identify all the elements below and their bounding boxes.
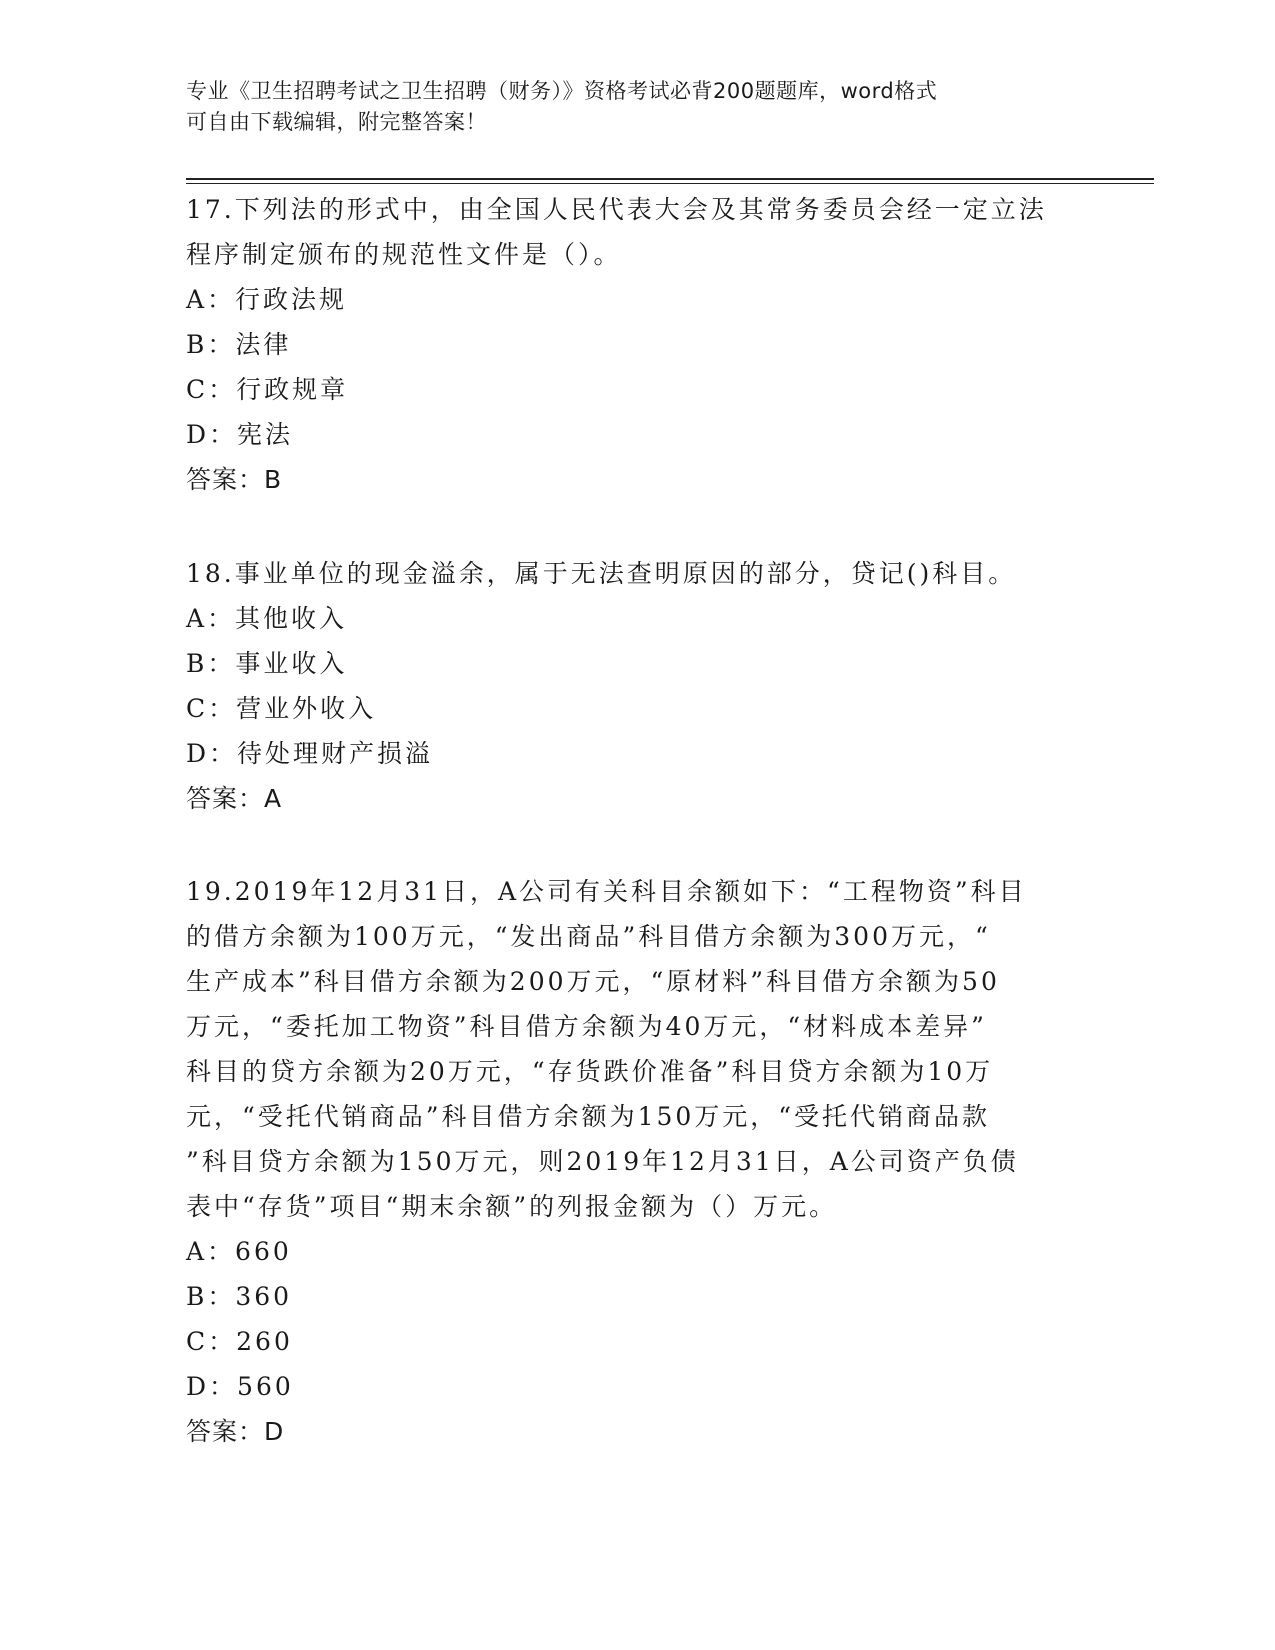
- question-stem-line: 元，“受托代销商品”科目借方余额为150万元，“受托代销商品款: [186, 1102, 991, 1131]
- question-stem-line: 的借方余额为100万元，“发出商品”科目借方余额为300万元，“: [186, 922, 991, 951]
- option-a: A：行政法规: [186, 285, 348, 314]
- question-18: [186, 551, 1076, 821]
- question-stem-line: 表中“存货”项目“期末余额”的列报金额为（）万元。: [186, 1192, 838, 1221]
- header-line-1: 专业《卫生招聘考试之卫生招聘（财务）》资格考试必背200题题库，word格式: [186, 79, 938, 103]
- question-19: [186, 869, 1076, 1454]
- option-b: B：事业收入: [186, 649, 348, 678]
- question-stem-line: 程序制定颁布的规范性文件是（）。: [186, 240, 622, 269]
- option-a: A：其他收入: [186, 604, 348, 633]
- question-stem-line: 18.事业单位的现金溢余，属于无法查明原因的部分，贷记()科目。: [186, 559, 1017, 588]
- question-stem-line: ”科目贷方余额为150万元，则2019年12月31日，A公司资产负债: [186, 1147, 1019, 1176]
- option-a: A：660: [186, 1237, 292, 1266]
- option-b: B：法律: [186, 330, 292, 359]
- question-17: [186, 187, 1076, 502]
- option-b: B：360: [186, 1282, 293, 1311]
- question-stem-line: 19.2019年12月31日，A公司有关科目余额如下：“工程物资”科目: [186, 877, 1027, 906]
- option-d: D：待处理财产损溢: [186, 739, 434, 768]
- option-c: C：营业外收入: [186, 694, 377, 723]
- header-divider-thick: [186, 178, 1154, 180]
- question-stem-line: 17.下列法的形式中，由全国人民代表大会及其常务委员会经一定立法: [186, 195, 1047, 224]
- answer: 答案：B: [186, 465, 283, 494]
- option-d: D：560: [186, 1372, 294, 1401]
- header-divider-thin: [186, 183, 1154, 184]
- header-line-2: 可自由下载编辑，附完整答案！: [186, 110, 487, 134]
- question-stem-line: 科目的贷方余额为20万元，“存货跌价准备”科目贷方余额为10万: [186, 1057, 994, 1086]
- document-header: [186, 76, 1066, 138]
- option-d: D：宪法: [186, 420, 294, 449]
- option-c: C：行政规章: [186, 375, 349, 404]
- question-stem-line: 万元，“委托加工物资”科目借方余额为40万元，“材料成本差异”: [186, 1012, 987, 1041]
- option-c: C：260: [186, 1327, 293, 1356]
- question-stem-line: 生产成本”科目借方余额为200万元，“原材料”科目借方余额为50: [186, 967, 1000, 996]
- answer: 答案：D: [186, 1417, 285, 1446]
- answer: 答案：A: [186, 784, 283, 813]
